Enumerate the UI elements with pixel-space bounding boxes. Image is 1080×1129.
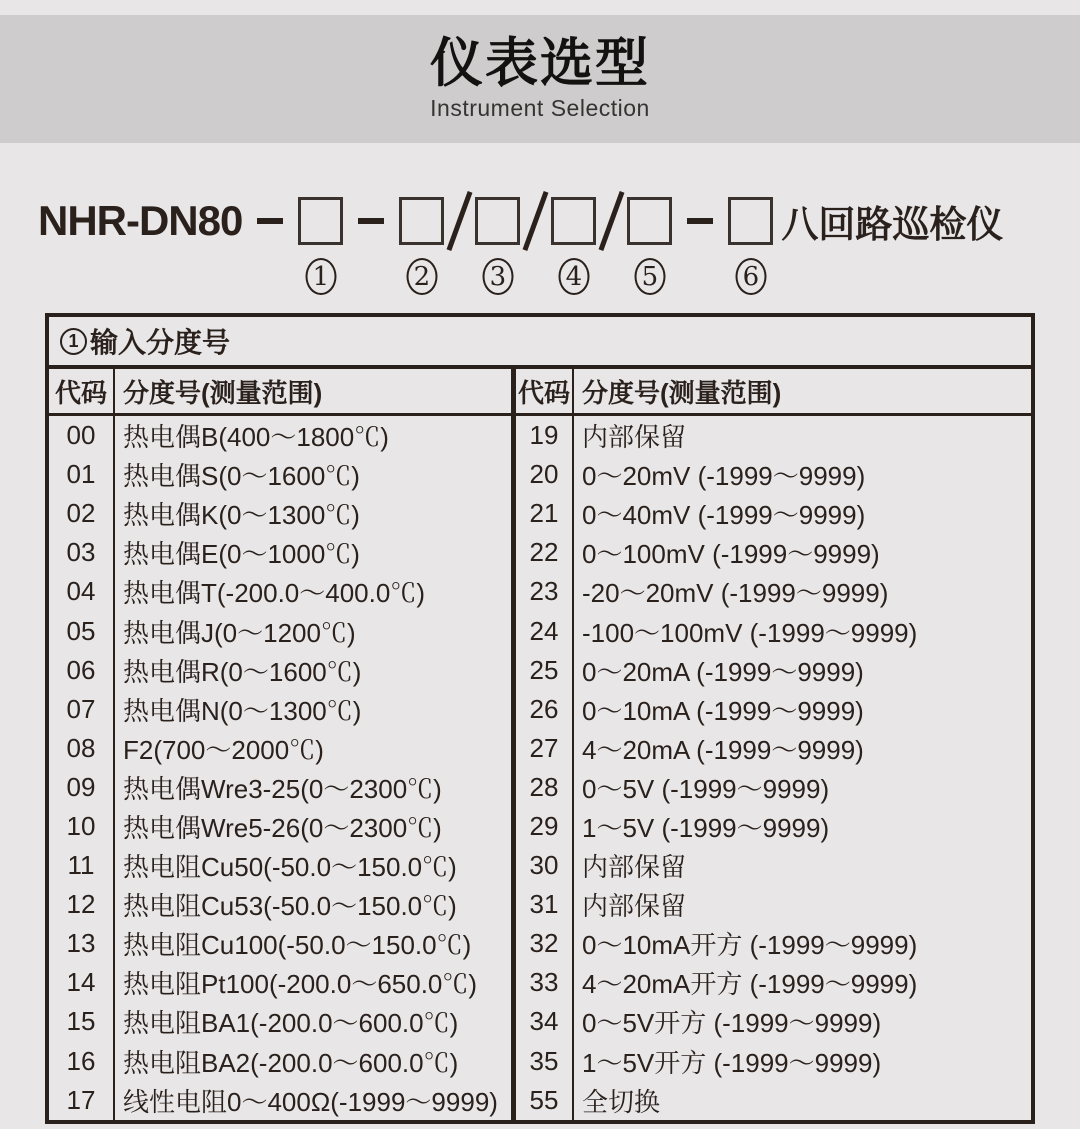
dash-separator	[257, 218, 283, 224]
column-header-range: 分度号(测量范围)	[115, 369, 511, 416]
code-cell: 28	[516, 768, 574, 807]
page-header-band	[0, 15, 1080, 143]
position-3-badge: 3	[482, 258, 513, 295]
range-cell: 0～40mV (-1999～9999)	[582, 500, 866, 531]
code-cell: 55	[516, 1081, 574, 1120]
position-6-badge: 6	[735, 258, 766, 295]
code-cell: 22	[516, 533, 574, 572]
option-box-icon	[551, 197, 596, 245]
model-prefix: NHR-DN80	[38, 197, 243, 244]
range-cell: 热电偶S(0～1600℃)	[123, 461, 360, 492]
table-title-text: 输入分度号	[90, 327, 231, 358]
range-cell: 0～20mV (-1999～9999)	[582, 461, 866, 492]
range-cell: 热电阻Cu53(-50.0～150.0℃)	[123, 891, 457, 922]
selection-table	[45, 313, 1035, 1124]
range-cell: 内部保留	[582, 891, 687, 922]
range-cell: 热电偶T(-200.0～400.0℃)	[123, 578, 425, 609]
table-title	[49, 317, 1031, 369]
slash-separator	[523, 191, 549, 251]
range-cell: 热电阻BA2(-200.0～600.0℃)	[123, 1047, 459, 1078]
code-cell: 20	[516, 455, 574, 494]
model-slot-4	[551, 197, 596, 292]
range-cell: 4～20mA (-1999～9999)	[582, 734, 864, 765]
code-cell: 04	[49, 572, 115, 611]
code-cell: 05	[49, 611, 115, 650]
range-cell: 热电偶R(0～1600℃)	[123, 656, 362, 687]
model-slot-1	[298, 197, 343, 292]
range-cell: 线性电阻0～400Ω(-1999～9999)	[123, 1086, 498, 1117]
range-cell: 热电阻BA1(-200.0～600.0℃)	[123, 1008, 459, 1039]
option-box-icon	[298, 197, 343, 245]
column-header-code: 代码	[49, 369, 115, 416]
code-cell: 12	[49, 885, 115, 924]
range-cell: 热电偶K(0～1300℃)	[123, 500, 360, 531]
code-cell: 31	[516, 885, 574, 924]
code-cell: 06	[49, 651, 115, 690]
range-cell: 热电阻Cu100(-50.0～150.0℃)	[123, 930, 472, 961]
range-cell: 热电阻Cu50(-50.0～150.0℃)	[123, 852, 457, 883]
range-cell: 热电偶J(0～1200℃)	[123, 617, 356, 648]
range-cell: -20～20mV (-1999～9999)	[582, 578, 889, 609]
range-cell: 1～5V (-1999～9999)	[582, 812, 830, 843]
range-cell: 热电偶N(0～1300℃)	[123, 695, 362, 726]
option-box-icon	[627, 197, 672, 245]
code-cell: 23	[516, 572, 574, 611]
model-suffix: 八回路巡检仪	[781, 204, 1004, 245]
option-box-icon	[728, 197, 773, 245]
dash-separator	[687, 218, 713, 224]
code-cell: 26	[516, 690, 574, 729]
code-cell: 10	[49, 807, 115, 846]
range-cell: 4～20mA开方 (-1999～9999)	[582, 969, 918, 1000]
position-5-badge: 5	[634, 258, 665, 295]
model-code-line	[38, 193, 1080, 292]
page-subtitle: Instrument Selection	[430, 94, 650, 121]
range-cell: -100～100mV (-1999～9999)	[582, 617, 918, 648]
model-slot-2	[399, 197, 444, 292]
range-cell: 0～100mV (-1999～9999)	[582, 539, 880, 570]
slash-separator	[447, 191, 473, 251]
code-cell: 01	[49, 455, 115, 494]
column-header-code: 代码	[516, 369, 574, 416]
code-cell: 34	[516, 1002, 574, 1041]
model-slot-5	[627, 197, 672, 292]
model-slot-3	[475, 197, 520, 292]
position-4-badge: 4	[558, 258, 589, 295]
range-cell: 0～10mA开方 (-1999～9999)	[582, 930, 918, 961]
code-cell: 11	[49, 846, 115, 885]
code-cell: 03	[49, 533, 115, 572]
range-cell: 1～5V开方 (-1999～9999)	[582, 1047, 882, 1078]
code-cell: 17	[49, 1081, 115, 1120]
code-cell: 32	[516, 924, 574, 963]
range-cell: F2(700～2000℃)	[123, 734, 324, 765]
position-2-badge: 2	[406, 258, 437, 295]
dash-separator	[358, 218, 384, 224]
code-cell: 09	[49, 768, 115, 807]
column-header-range: 分度号(测量范围)	[574, 369, 1031, 416]
code-cell: 29	[516, 807, 574, 846]
code-cell: 16	[49, 1042, 115, 1081]
code-cell: 35	[516, 1042, 574, 1081]
code-cell: 02	[49, 494, 115, 533]
range-cell: 内部保留	[582, 852, 687, 883]
position-1-badge: 1	[305, 258, 336, 295]
code-cell: 25	[516, 651, 574, 690]
code-cell: 08	[49, 729, 115, 768]
table-grid	[49, 369, 1031, 1120]
code-cell: 27	[516, 729, 574, 768]
slash-separator	[599, 191, 625, 251]
range-cell: 热电阻Pt100(-200.0～650.0℃)	[123, 969, 478, 1000]
range-cell: 热电偶E(0～1000℃)	[123, 539, 360, 570]
code-cell: 33	[516, 963, 574, 1002]
model-slot-6	[728, 197, 773, 292]
code-cell: 13	[49, 924, 115, 963]
range-cell: 热电偶Wre3-25(0～2300℃)	[123, 773, 442, 804]
code-cell: 00	[49, 416, 115, 455]
option-box-icon	[399, 197, 444, 245]
range-cell: 热电偶B(400～1800℃)	[123, 422, 389, 453]
range-cell: 0～5V (-1999～9999)	[582, 773, 830, 804]
code-cell: 15	[49, 1002, 115, 1041]
range-cell: 热电偶Wre5-26(0～2300℃)	[123, 812, 442, 843]
page-title: 仪表选型	[430, 34, 650, 94]
range-cell: 0～5V开方 (-1999～9999)	[582, 1008, 882, 1039]
code-cell: 07	[49, 690, 115, 729]
option-box-icon	[475, 197, 520, 245]
range-cell: 内部保留	[582, 422, 687, 453]
code-cell: 24	[516, 611, 574, 650]
code-cell: 30	[516, 846, 574, 885]
range-cell: 全切换	[582, 1086, 661, 1117]
code-cell: 14	[49, 963, 115, 1002]
range-cell: 0～20mA (-1999～9999)	[582, 656, 864, 687]
section-number-badge: 1	[60, 328, 87, 355]
code-cell: 19	[516, 416, 574, 455]
range-cell: 0～10mA (-1999～9999)	[582, 695, 864, 726]
code-cell: 21	[516, 494, 574, 533]
